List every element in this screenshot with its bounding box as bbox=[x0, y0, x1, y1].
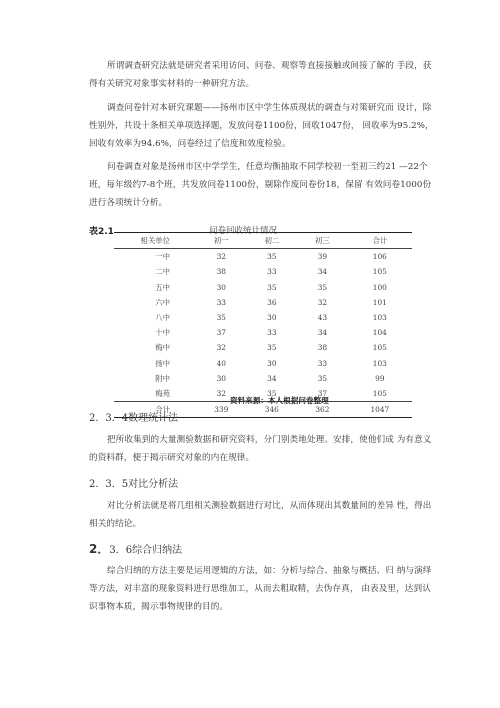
paragraph-statistics-method: 把所收集到的大量测验数据和研究资料，分门别类地处理、安排，使他们成 为有意义的资料群，便于揭示研究对象的内在规律。 bbox=[89, 435, 432, 463]
cell-value: 33 bbox=[216, 297, 226, 307]
cell-total: 103 bbox=[372, 358, 387, 368]
cell-value: 32 bbox=[216, 388, 226, 398]
table-row bbox=[114, 371, 412, 386]
cell-value: 35 bbox=[267, 388, 277, 398]
cell-value: 32 bbox=[317, 297, 328, 307]
table-row bbox=[114, 310, 412, 325]
paragraph-survey-subjects: 问卷调查对象是扬州市区中学学生，任意均衡抽取不同学校初一至初三约21 —22个班，每年级约7-8个班，共发放问卷1100份，剔除作废问卷份18，保留 有效问卷1000份进行各项统计分析。 bbox=[89, 162, 432, 208]
cell-unit: 十中 bbox=[155, 328, 170, 338]
cell-unit: 二中 bbox=[155, 267, 170, 277]
cell-value: 34 bbox=[267, 373, 277, 383]
header-grade-2: 初二 bbox=[264, 236, 280, 246]
cell-unit: 六中 bbox=[155, 297, 170, 307]
paragraph-comparison-method: 对比分析法就是将几组相关测验数据进行对比，从而体现出其数量间的差异 性，得出相关的结论。 bbox=[89, 501, 432, 529]
cell-total-grade-2: 346 bbox=[264, 405, 279, 415]
cell-unit: 一中 bbox=[155, 252, 170, 262]
cell-value: 35 bbox=[216, 313, 226, 323]
cell-total-label: 合计 bbox=[155, 405, 170, 415]
table-caption bbox=[89, 224, 278, 237]
cell-unit: 扬中 bbox=[155, 358, 170, 368]
cell-value: 40 bbox=[216, 358, 226, 368]
table-label: 表2.1 bbox=[89, 227, 114, 237]
cell-value: 30 bbox=[267, 313, 277, 323]
header-grade-3: 初三 bbox=[315, 236, 330, 246]
cell-value: 30 bbox=[267, 358, 277, 368]
header-unit: 相关单位 bbox=[140, 236, 170, 246]
cell-value: 43 bbox=[317, 313, 328, 323]
table-row bbox=[114, 340, 412, 355]
table-row bbox=[114, 325, 412, 340]
cell-grand-total: 1047 bbox=[370, 405, 390, 415]
table-row bbox=[114, 249, 412, 265]
section-heading-statistics: 2．3．4数理统计法 bbox=[89, 413, 179, 424]
cell-value: 35 bbox=[317, 373, 328, 383]
cell-total-grade-1: 339 bbox=[214, 405, 229, 415]
cell-total: 105 bbox=[372, 267, 387, 277]
cell-value: 34 bbox=[317, 267, 328, 277]
cell-unit: 梅中 bbox=[155, 343, 170, 353]
section-heading-induction: 2．3．6综合归纳法 bbox=[89, 542, 183, 556]
table-row bbox=[114, 295, 412, 310]
cell-value: 33 bbox=[267, 267, 277, 277]
cell-total: 100 bbox=[372, 282, 387, 292]
paragraph-research-method: 所谓调查研究法就是研究者采用访问、问卷、观察等直接接触或间接了解的 手段，获得有关研究对象事实材料的一种研究方法。 bbox=[89, 61, 432, 89]
cell-value: 30 bbox=[216, 282, 226, 292]
header-total: 合计 bbox=[372, 236, 388, 246]
table-header-row bbox=[114, 233, 412, 249]
cell-unit: 八中 bbox=[155, 313, 170, 323]
cell-value: 32 bbox=[216, 252, 226, 262]
cell-total: 104 bbox=[372, 328, 387, 338]
table-row bbox=[114, 280, 412, 295]
cell-value: 33 bbox=[317, 358, 328, 368]
cell-total: 101 bbox=[372, 297, 387, 307]
table-row bbox=[114, 264, 412, 279]
cell-value: 35 bbox=[317, 282, 328, 292]
section-heading-comparison: 2．3．5对比分析法 bbox=[89, 479, 179, 490]
questionnaire-recovery-table bbox=[114, 232, 412, 418]
header-grade-1: 初一 bbox=[213, 236, 229, 246]
cell-value: 38 bbox=[317, 343, 328, 353]
cell-total: 106 bbox=[372, 252, 387, 262]
cell-value: 39 bbox=[317, 252, 328, 262]
cell-total: 99 bbox=[375, 373, 385, 383]
cell-total: 105 bbox=[372, 388, 387, 398]
cell-value: 35 bbox=[267, 252, 277, 262]
cell-unit: 五中 bbox=[155, 282, 170, 292]
cell-value: 35 bbox=[267, 343, 277, 353]
cell-value: 33 bbox=[267, 328, 277, 338]
cell-value: 35 bbox=[267, 282, 277, 292]
cell-total: 105 bbox=[372, 343, 387, 353]
table-source-note: 资料来源：本人根据问卷整理 bbox=[230, 396, 329, 405]
cell-value: 32 bbox=[216, 343, 226, 353]
paragraph-questionnaire-design: 调查问卷针对本研究课题——扬州市区中学生体质现状的调查与对策研究而 设计，除性别外，共设十条相关单项选择题，发放问卷1100份，回收1047份， 回收率为95.2%，回收有效率为94.6%，问卷经过了信度和效度检验。 bbox=[89, 103, 434, 149]
cell-unit: 梅苑 bbox=[155, 388, 170, 398]
table-row bbox=[114, 356, 412, 371]
paragraph-induction-method: 综合归纳的方法主要是运用逻辑的方法，如：分析与综合、抽象与概括、归 纳与演绎等方法，对丰富的现象资料进行思维加工，从而去粗取精，去伪存真， 由表及里，达到认识事物本质，揭示事物规律的目的。 bbox=[89, 566, 432, 612]
cell-total: 103 bbox=[372, 313, 387, 323]
cell-total-grade-3: 362 bbox=[315, 405, 330, 415]
cell-value: 37 bbox=[317, 388, 328, 398]
cell-unit: 附中 bbox=[155, 373, 170, 383]
table-title: 问卷回收统计情况 bbox=[209, 226, 278, 236]
cell-value: 30 bbox=[216, 373, 226, 383]
cell-value: 37 bbox=[216, 328, 226, 338]
cell-value: 36 bbox=[267, 297, 277, 307]
cell-value: 34 bbox=[317, 328, 328, 338]
cell-value: 38 bbox=[216, 267, 226, 277]
